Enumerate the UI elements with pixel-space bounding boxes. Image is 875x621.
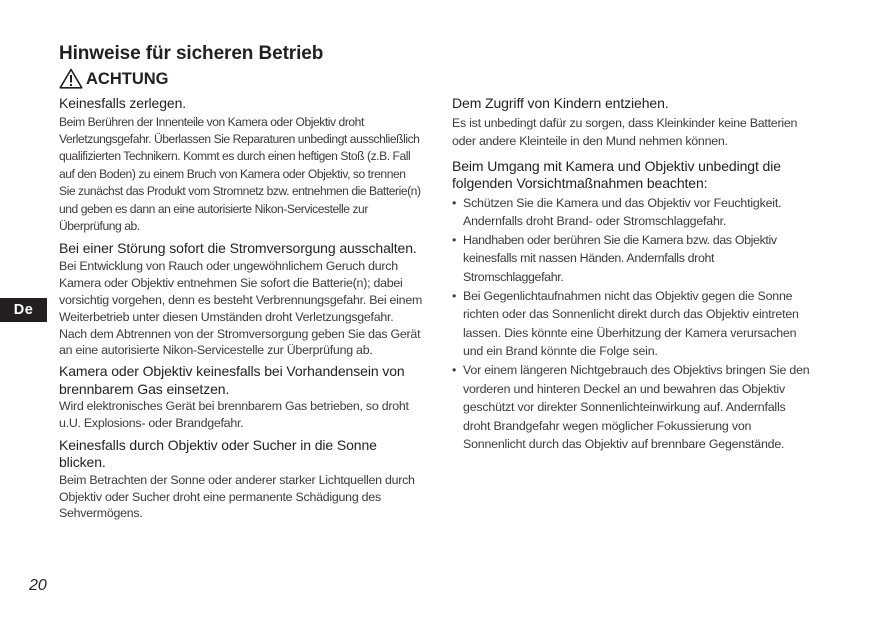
list-item-text: Handhaben oder berühren Sie die Kamera bzw. das Objektiv keinesfalls mit nassen Händen. Andernfalls droht Stromschlaggefahr. [463, 232, 777, 285]
page-number: 20 [29, 577, 47, 594]
section-title: Beim Umgang mit Kamera und Objektiv unbedingt die folgenden Vorsichtmaßnahmen beachten: [452, 157, 781, 192]
list-item [452, 231, 816, 287]
section-body: Beim Berühren der Innenteile von Kamera oder Objektiv droht Verletzungsgefahr. Überlassen Sie Reparaturen unbedingt ausschließlich qualifizierten Technikern. Kommt es durch einen heftigen Stoß (z.B. Fall auf den Boden) zu einem Bruch von Kamera oder Objektiv, so trennen Sie zunächst das Produkt vom Stromnetz bzw. entnehmen die Batterie(n) und geben es dann an eine autorisierte Nikon-Servicestelle zur Überprüfung ab. [59, 114, 421, 233]
language-tab: De [0, 298, 47, 322]
bullet-icon: • [452, 195, 457, 210]
warning-label: ACHTUNG [86, 69, 169, 88]
bullet-icon: • [452, 363, 457, 378]
section-body: Beim Betrachten der Sonne oder anderer starker Lichtquellen durch Objektiv oder Sucher droht eine permanente Schädigung des Sehvermögens. [59, 472, 415, 521]
list-item [452, 361, 816, 454]
section-body: Bei Entwicklung von Rauch oder ungewöhnlichem Geruch durch Kamera oder Objektiv entnehmen Sie sofort die Batterie(n); dabei vorsichtig vorgehen, denn es besteht Verbrennungsgefahr. Bei einem Weiterbetrieb unter diesen Umständen droht Verletzungsgefahr. Nach dem Abtrennen von der Stromversorgung geben Sie das Gerät an eine autorisierte Nikon-Servicestelle zur Überprüfung ab. [59, 259, 423, 358]
section-body: Es ist unbedingt dafür zu sorgen, dass Kleinkinder keine Batterien oder andere Kleinteile in den Mund nehmen können. [452, 115, 798, 149]
warning-heading [59, 68, 169, 89]
left-column [59, 95, 423, 522]
list-item [452, 194, 816, 231]
list-item-text: Bei Gegenlichtaufnahmen nicht das Objektiv gegen die Sonne richten oder das Sonnenlicht direkt durch das Objektiv eintreten lassen. Dies könnte eine Überhitzung der Kamera verursachen und ein Brand könnte die Folge sein. [463, 288, 799, 359]
list-item-text: Schützen Sie die Kamera und das Objektiv vor Feuchtigkeit. Andernfalls droht Brand- oder Stromschlaggefahr. [463, 195, 782, 229]
bullet-icon: • [452, 288, 457, 303]
warning-triangle-icon [59, 68, 83, 89]
section-title: Keinesfalls durch Objektiv oder Sucher in die Sonne blicken. [59, 436, 377, 471]
section-title: Keinesfalls zerlegen. [59, 95, 187, 111]
bullet-icon: • [452, 232, 457, 247]
section-sun [59, 437, 423, 522]
page-title: Hinweise für sicheren Betrieb [59, 43, 324, 64]
section-malfunction [59, 239, 423, 359]
section-children [452, 95, 816, 151]
precaution-list [452, 194, 816, 454]
section-handling [452, 158, 816, 454]
right-column [452, 95, 816, 454]
section-flammable-gas [59, 363, 423, 432]
section-title: Kamera oder Objektiv keinesfalls bei Vorhandensein von brennbarem Gas einsetzen. [59, 363, 405, 397]
list-item-text: Vor einem längeren Nichtgebrauch des Objektivs bringen Sie den vorderen und hinteren Deckel an und bewahren das Objektiv geschützt vor direkter Sonnenlichteinwirkung auf. Andernfalls droht Brandgefahr wegen möglicher Fokussierung von Sonnenlicht durch das Objektiv auf brennbare Gegenstände. [463, 363, 810, 452]
section-title: Bei einer Störung sofort die Stromversorgung ausschalten. [59, 240, 417, 257]
section-body: Wird elektronisches Gerät bei brennbarem Gas betrieben, so droht u.U. Explosions- oder Brandgefahr. [59, 399, 409, 430]
section-title: Dem Zugriff von Kindern entziehen. [452, 95, 669, 111]
section-disassembly [59, 95, 423, 235]
list-item [452, 287, 816, 361]
